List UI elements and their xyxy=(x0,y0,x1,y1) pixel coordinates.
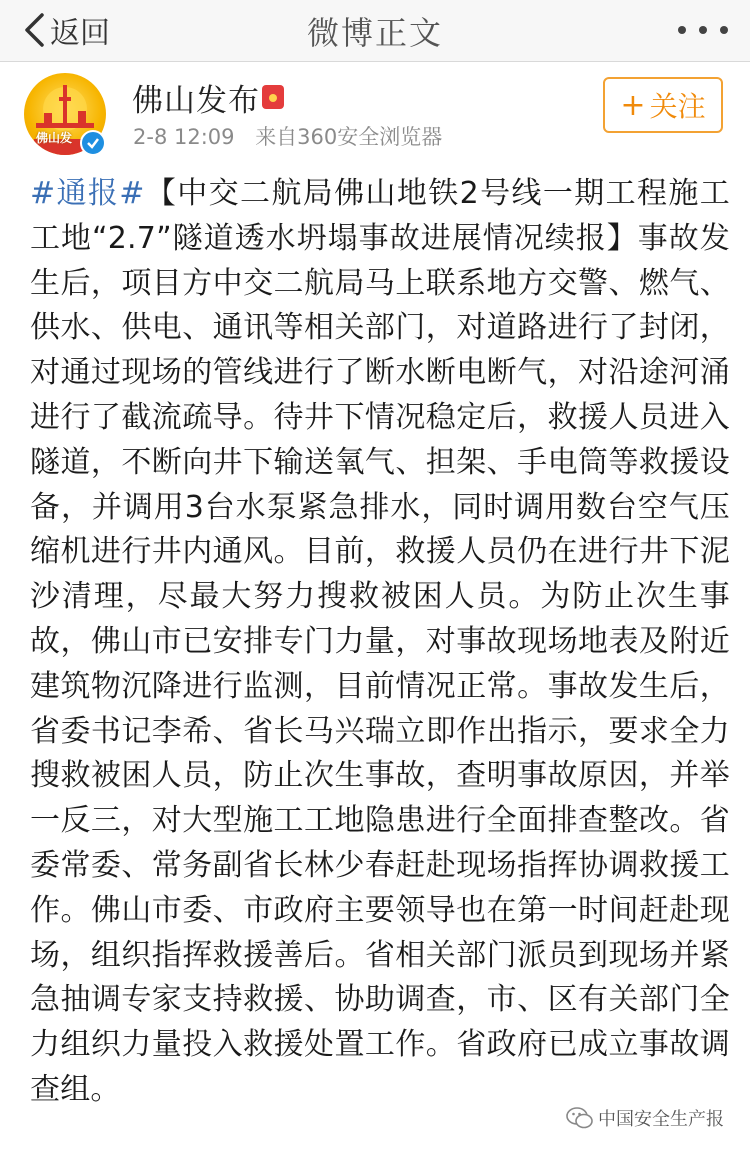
more-dot xyxy=(678,26,686,34)
post-meta xyxy=(133,121,442,151)
post-text: 【中交二航局佛山地铁2号线一期工程施工工地“2.7”隧道透水坍塌事故进展情况续报】事故发生后，项目方中交二航局马上联系地方交警、燃气、供水、供电、通讯等相关部门，对道路进行了封闭，对通过现场的管线进行了断水断电断气，对沿途河涌进行了截流疏导。待井下情况稳定后，救援人员进入隧道，不断向井下输送氧气、担架、手电筒等救援设备，并调用3台水泵紧急排水，同时调用数台空气压缩机进行井内通风。目前，救援人员仍在进行井下泥沙清理，尽最大努力搜救被困人员。为防止次生事故，佛山市已安排专门力量，对事故现场地表及附近建筑物沉降进行监测，目前情况正常。事故发生后，省委书记李希、省长马兴瑞立即作出指示，要求全力搜救被困人员，防止次生事故，查明事故原因，并举一反三，对大型施工工地隐患进行全面排查整改。省委常委、常务副省长林少春赶赴现场指挥协调救援工作。佛山市委、市政府主要领导也在第一时间赶赴现场，组织指挥救援善后。省相关部门派员到现场并紧急抽调专家支持救援、协助调查，市、区有关部门全力组织力量投入救援处置工作。省政府已成立事故调查组。 xyxy=(30,176,730,1107)
page-title: 微博正文 xyxy=(306,14,443,52)
wechat-icon xyxy=(566,1106,594,1130)
follow-label: 关注 xyxy=(649,90,706,123)
more-dots-icon[interactable] xyxy=(678,14,728,46)
more-dot xyxy=(699,26,707,34)
verified-icon xyxy=(80,130,106,156)
hashtag-link[interactable]: #通报# xyxy=(30,176,145,211)
author-name[interactable]: 佛山发布 xyxy=(132,83,260,119)
follow-button[interactable] xyxy=(603,77,723,133)
avatar-label: 佛山发 xyxy=(36,131,73,145)
post-source[interactable]: 来自360安全浏览器 xyxy=(255,125,443,149)
more-dot xyxy=(720,26,728,34)
post-header xyxy=(0,63,750,163)
watermark-text: 中国安全生产报 xyxy=(598,1109,724,1130)
post-body xyxy=(30,172,730,1113)
plus-icon: + xyxy=(620,87,646,123)
red-packet-icon xyxy=(262,85,284,109)
watermark xyxy=(566,1102,724,1134)
back-label: 返回 xyxy=(50,16,110,51)
nav-bar xyxy=(0,0,750,62)
post-time: 2-8 12:09 xyxy=(133,125,235,149)
